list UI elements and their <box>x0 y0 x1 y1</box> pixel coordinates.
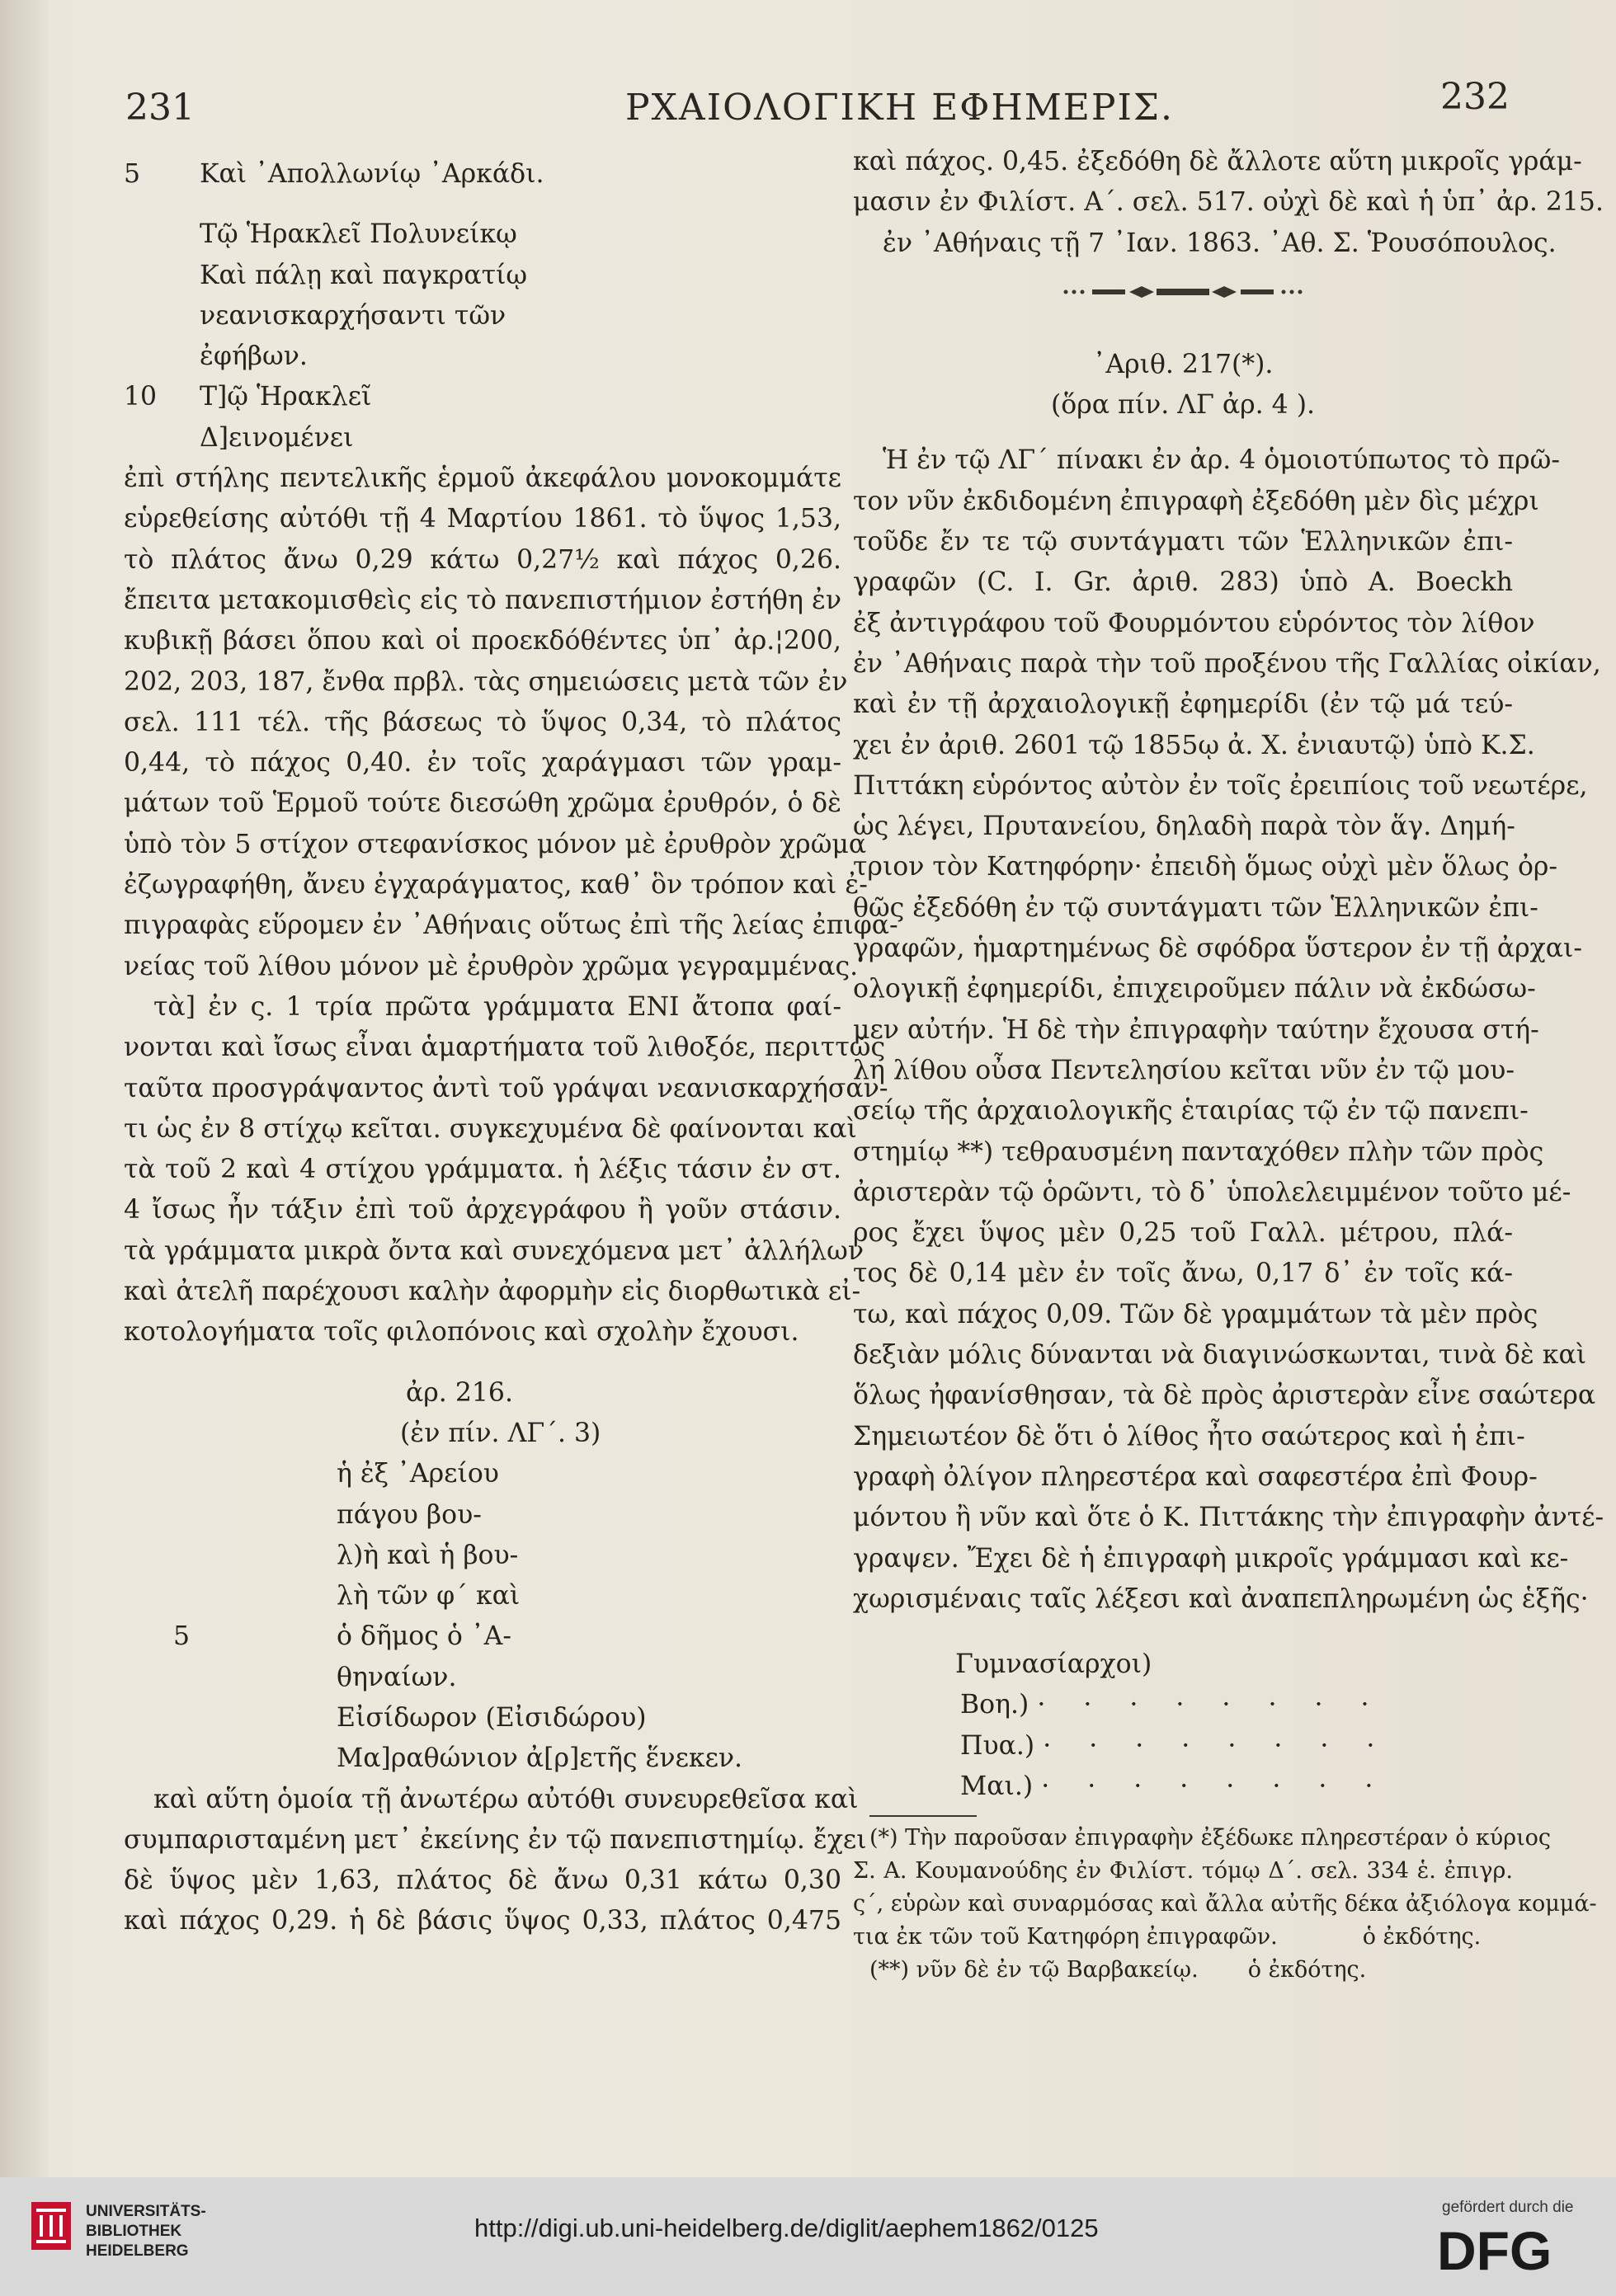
ornamental-divider <box>853 279 1513 312</box>
inscription-line <box>853 1685 1513 1725</box>
inscription-line: πάγου βου- <box>337 1499 482 1530</box>
right-column <box>853 142 1604 1987</box>
footnote-line: Σ. Α. Κουμανούδης ἐν Φιλίστ. τόμῳ Δ΄. σελ. 334 ἑ. ἐπιγρ. <box>853 1858 1513 1884</box>
text-line: χωρισμέναις ταῖς λέξεσι καὶ ἀναπεπληρωμένη ὡς ἑξῆς· <box>853 1583 1589 1614</box>
text-line: ἐν ᾿Αθήναις παρὰ τὴν τοῦ προξένου τῆς Γαλλίας οἰκίαν, <box>853 648 1601 679</box>
dfg-logo-text: DFG <box>1437 2223 1552 2275</box>
text-line: θῶς ἐξεδόθη ἐν τῷ συντάγματι τῶν Ἑλληνικῶν ἐπι- <box>853 892 1538 923</box>
line-number: 5 <box>124 159 141 189</box>
text-line: τος δὲ 0,14 μὲν ἐν τοῖς ἄνω, 0,17 δ᾿ ἐν τοῖς κά- <box>853 1259 1513 1289</box>
dfg-logo-icon[interactable] <box>1437 2223 1594 2275</box>
text-line: ολογικῇ ἐφημερίδι, ἐπιχειροῦμεν πάλιν νὰ ἐκδώσω- <box>853 974 1536 1004</box>
text-line: σελ. 111 τέλ. τῆς βάσεως τὸ ὕψος 0,34, τὸ πλάτος <box>124 707 841 737</box>
text-line: σείῳ τῆς ἀρχαιολογικῆς ἑταιρίας τῷ ἐν τῷ πανεπι- <box>853 1096 1529 1127</box>
text-line: νονται καὶ ἴσως εἶναι ἁμαρτήματα τοῦ λιθοξόε, περιττῶς <box>124 1033 886 1063</box>
text-line: ἐπὶ στήλης πεντελικῆς ἑρμοῦ ἀκεφάλου μονοκομμάτε <box>124 463 841 494</box>
footnote-rule <box>869 1815 977 1817</box>
text-line: 202, 203, 187, ἔνθα πρβλ. τὰς σημειώσεις μετὰ τῶν ἐν <box>124 666 848 697</box>
footnote-line: τια ἐκ τῶν τοῦ Κατηφόρη ἐπιγραφῶν. ὁ ἐκδότης. <box>853 1924 1482 1950</box>
footnote-line: (**) νῦν δὲ ἐν τῷ Βαρβακείῳ. ὁ ἐκδότης. <box>869 1957 1367 1983</box>
inscription-text: ὁ δῆμος ὁ ᾿Α- <box>337 1621 512 1652</box>
inscription-text: Μαι.) <box>960 1771 1034 1801</box>
text-line: κυβικῇ βάσει ὅπου καὶ οἱ προεκδόθέντες ὑπ᾿ ἀρ.¦200, <box>124 626 841 656</box>
text-line: ἐξ ἀντιγράφου τοῦ Φουρμόντου εὑρόντος τὸν λίθον <box>853 608 1535 638</box>
text-line: ἀριστερὰν τῷ ὁρῶντι, τὸ δ᾿ ὑπολελειμμένον τοῦτο μέ- <box>853 1177 1571 1207</box>
text-line: γραφὴ ὀλίγον πληρεστέρα καὶ σαφεστέρα ἐπὶ Φουρ- <box>853 1461 1538 1492</box>
text-line: πιγραφὰς εὕρομεν ἐν ᾿Αθήναις οὕτως ἐπὶ τῆς λείας ἐπιφα- <box>124 910 898 941</box>
inscription-line: Μα]ραθώνιον ἀ[ρ]ετῆς ἕνεκεν. <box>337 1743 743 1774</box>
text-line: Σημειωτέον δὲ ὅτι ὁ λίθος ἦτο σαώτερος καὶ ἡ ἐπι- <box>853 1421 1525 1451</box>
inscription-line <box>124 377 841 417</box>
text-line: ταῦτα προσγράψαντος ἀντὶ τοῦ γράψαι νεανισκαρχήσαν- <box>124 1073 888 1103</box>
text-line: τριον τὸν Κατηφόρην· ἐπειδὴ ὅμως οὐχὶ μὲν ὅλως ὀρ- <box>853 852 1558 882</box>
line-number: 10 <box>124 382 158 412</box>
text-line: δὲ ὕψος μὲν 1,63, πλάτος δὲ ἄνω 0,31 κάτω 0,30 <box>124 1866 841 1896</box>
signature-line: ἐν ᾿Αθήναις τῇ 7 ᾿Ιαν. 1863. ᾿Αθ. Σ. Ῥουσόπουλος. <box>883 228 1557 258</box>
viewer-footer <box>0 2177 1616 2296</box>
inscription-line: λὴ τῶν φ΄ καὶ <box>337 1581 521 1611</box>
plate-reference: (ὅρα πίν. ΛΓ ἀρ. 4 ). <box>1050 390 1316 421</box>
lacuna-dots: · · · · · · · · <box>1043 1730 1390 1761</box>
text-line: γραφῶν, ἡμαρτημένως δὲ σφόδρα ὕστερον ἐν τῇ ἀρχαι- <box>853 934 1582 964</box>
commentary-paragraph <box>124 987 888 1353</box>
text-line: καὶ ἀτελῆ παρέχουσι καλὴν ἀφορμὴν εἰς διορθωτικὰ εἰ- <box>124 1277 861 1307</box>
plate-reference: (ἐν πίν. ΛΓ΄. 3) <box>400 1418 601 1448</box>
text-line: τω, καὶ πάχος 0,09. Τῶν δὲ γραμμάτων τὰ μὲν πρὸς <box>853 1299 1538 1329</box>
text-line: καὶ ἐν τῇ ἀρχαιολογικῇ ἐφημερίδι (ἐν τῷ μά τεύ- <box>853 689 1513 720</box>
text-line: συμπαρισταμένη μετ᾿ ἐκείνης ἐν τῷ πανεπιστημίῳ. ἔχει <box>124 1824 867 1855</box>
text-line: Πιττάκη εὑρόντος αὐτὸν ἐν τοῖς ἐρειπίοις τοῦ νεωτέρε, <box>853 770 1588 801</box>
running-title: ΡΧΑΙΟΛΟΓΙΚΗ ΕΦΗΜΕΡΙΣ. <box>625 87 1174 129</box>
text-line: νείας τοῦ λίθου μόνον μὲ ἐρυθρὸν χρῶμα γεγραμμένας. <box>124 951 859 981</box>
text-line: λη λίθου οὖσα Πεντελησίου κεῖται νῦν ἐν τῷ μου- <box>853 1055 1515 1085</box>
permalink-url[interactable]: http://digi.ub.uni-heidelberg.de/diglit/aephem1862/0125 <box>474 2214 1099 2242</box>
inscription-line <box>853 1726 1513 1767</box>
inscription-line <box>124 154 841 195</box>
library-name[interactable]: UNIVERSITÄTS- BIBLIOTHEK HEIDELBERG <box>86 2203 206 2260</box>
text-line: ὡς λέγει, Πρυτανείου, δηλαδὴ παρὰ τὸν ἅγ. Δημή- <box>853 812 1515 842</box>
verse-line: Τῷ Ἡρακλεῖ Πολυνείκῳ <box>200 219 517 250</box>
text-line: ἐζωγραφήθη, ἄνευ ἐγχαράγματος, καθ᾿ ὃν τρόπον καὶ ἐ- <box>124 870 868 901</box>
text-line: τὸ πλάτος ἄνω 0,29 κάτω 0,27½ καὶ πάχος 0,26. <box>124 544 841 575</box>
text-line: καὶ πάχος. 0,45. ἐξεδόθη δὲ ἄλλοτε αὕτη μικροῖς γράμ- <box>853 147 1582 176</box>
lacuna-dots: · · · · · · · · <box>1037 1690 1384 1720</box>
inscription-text: Καὶ ᾿Απολλωνίῳ ᾿Αρκάδι. <box>200 159 544 189</box>
text-line: καὶ αὕτη ὁμοία τῇ ἀνωτέρω αὐτόθι συνευρεθεῖσα καὶ <box>153 1784 859 1814</box>
text-line: ρος ἔχει ὕψος μὲν 0,25 τοῦ Γαλλ. μέτρου, πλά- <box>853 1218 1513 1249</box>
verse-line: νεανισκαρχήσαντι τῶν <box>200 300 506 331</box>
footnote <box>853 1822 1597 1987</box>
verse-line: Καὶ πάλῃ καὶ παγκρατίῳ <box>200 260 528 290</box>
funding-note: gefördert durch die <box>1442 2199 1574 2216</box>
text-line: κοτολογήματα τοῖς φιλοπόνοις καὶ σχολὴν ἔχουσι. <box>124 1317 799 1348</box>
page-number-right: 232 <box>1440 76 1510 118</box>
commentary-paragraph <box>853 440 1604 1620</box>
inscription-line <box>124 1616 841 1657</box>
text-line: γραψεν. Ἔχει δὲ ἡ ἐπιγραφὴ μικροῖς γράμμασι καὶ κε- <box>853 1543 1569 1574</box>
text-line: τὰ γράμματα μικρὰ ὄντα καὶ συνεχόμενα μετ᾿ ἀλλήλων <box>124 1235 864 1266</box>
inscription-line <box>853 1767 1513 1807</box>
text-line: τον νῦν ἐκδιδομένη ἐπιγραφὴ ἐξεδόθη μὲν δὶς μέχρι <box>853 486 1539 516</box>
inscription-number-heading: ᾿Αριθ. 217(*). <box>1092 349 1274 379</box>
text-line: μόντου ἢ νῦν καὶ ὅτε ὁ Κ. Πιττάκης τὴν ἐπιγραφὴν ἀντέ- <box>853 1503 1604 1533</box>
text-line: καὶ πάχος 0,29. ἡ δὲ βάσις ὕψος 0,33, πλάτος 0,475 <box>124 1906 841 1936</box>
text-line: δεξιὰν μόλις δύνανται νὰ διαγινώσκωνται, τινὰ δὲ καὶ <box>853 1340 1587 1371</box>
footnote-line: ς΄, εὑρὼν καὶ συναρμόσας καὶ ἄλλα αὐτῆς δέκα ἀξιόλογα κομμά- <box>853 1891 1597 1917</box>
text-line: τοῦδε ἔν τε τῷ συντάγματι τῶν Ἑλληνικῶν ἐπι- <box>853 527 1513 558</box>
text-line: 4 ἴσως ἦν τάξιν ἐπὶ τοῦ ἀρχεγράφου ἢ γοῦν στάσιν. <box>124 1195 841 1226</box>
inscription-line: θηναίων. <box>337 1662 457 1692</box>
inscription-number-heading: ἀρ. 216. <box>406 1377 513 1408</box>
text-line: ὑπὸ τὸν 5 στίχον στεφανίσκος μόνον μὲ ἐρυθρὸν χρῶμα <box>124 829 867 859</box>
inscription-line: ἡ ἐξ ᾿Αρείου <box>337 1459 499 1489</box>
text-line: τὰ] ἐν ς. 1 τρία πρῶτα γράμματα ΕΝΙ ἄτοπα φαί- <box>153 991 841 1022</box>
inscription-text: Βοη.) <box>960 1690 1029 1720</box>
text-line: μασιν ἐν Φιλίστ. Α΄. σελ. 517. οὐχὶ δὲ καὶ ἡ ὑπ᾿ ἀρ. 215. <box>853 187 1604 218</box>
text-line: ἔπειτα μετακομισθεὶς εἰς τὸ πανεπιστήμιον ἐστήθη ἐν <box>124 585 841 615</box>
page-binding-edge <box>0 0 48 2177</box>
verse-line: ἐφήβων. <box>200 341 308 372</box>
text-line: ὅλως ἠφανίσθησαν, τὰ δὲ πρὸς ἀριστερὰν εἶνε σαώτερα <box>853 1381 1596 1411</box>
inscription-line: λ)ὴ καὶ ἡ βου- <box>337 1540 519 1570</box>
footnote-line: (*) Τὴν παροῦσαν ἐπιγραφὴν ἐξέδωκε πληρεστέραν ὁ κύριος <box>869 1825 1552 1851</box>
left-column <box>124 154 898 1942</box>
inscription-line: Δ]εινομένει <box>200 422 354 453</box>
text-line: γραφῶν (C. I. Gr. ἀριθ. 283) ὑπὸ Α. Boeckh <box>853 567 1513 598</box>
text-line: στημίῳ **) τεθραυσμένη πανταχόθεν πλὴν τῶν πρὸς <box>853 1136 1544 1167</box>
text-line: εὑρεθείσης αὐτόθι τῇ 4 Μαρτίου 1861. τὸ ὕψος 1,53, <box>124 504 841 534</box>
text-line: χει ἐν ἀριθ. 2601 τῷ 1855ῳ ἀ. Χ. ἐνιαυτῷ) ὑπὸ Κ.Σ. <box>853 730 1535 760</box>
commentary-paragraph <box>124 459 898 987</box>
lacuna-dots: · · · · · · · · <box>1041 1771 1388 1801</box>
university-library-logo-icon <box>31 2202 71 2250</box>
inscription-text: Πυα.) <box>960 1730 1035 1761</box>
inscription-line: Εἰσίδωρον (Εἰσιδώρου) <box>337 1702 647 1733</box>
page-number-left: 231 <box>125 87 195 129</box>
text-line: τι ὡς ἐν 8 στίχῳ κεῖται. συγκεχυμένα δὲ φαίνονται καὶ <box>124 1113 857 1144</box>
text-line: Ἡ ἐν τῷ ΛΓ΄ πίνακι ἐν ἀρ. 4 ὁμοιοτύπωτος τὸ πρῶ- <box>883 445 1560 476</box>
commentary-paragraph <box>124 1780 867 1942</box>
gymnasiarch-heading: Γυμνασίαρχοι) <box>955 1649 1152 1680</box>
inscription-text: Τ]ῷ Ἡρακλεῖ <box>200 382 372 412</box>
ornament-rule-icon <box>1059 284 1307 300</box>
text-line: μάτων τοῦ Ἑρμοῦ τούτε διεσώθη χρῶμα ἐρυθρόν, ὁ δὲ <box>124 788 841 819</box>
text-line: μεν αὐτήν. Ἡ δὲ τὴν ἐπιγραφὴν ταύτην ἔχουσα στή- <box>853 1014 1539 1045</box>
line-number: 5 <box>173 1621 191 1652</box>
text-line: 0,44, τὸ πάχος 0,40. ἐν τοῖς χαράγμασι τῶν γραμ- <box>124 748 841 779</box>
text-line: τὰ τοῦ 2 καὶ 4 στίχου γράμματα. ἡ λέξις τάσιν ἐν στ. <box>124 1155 841 1185</box>
